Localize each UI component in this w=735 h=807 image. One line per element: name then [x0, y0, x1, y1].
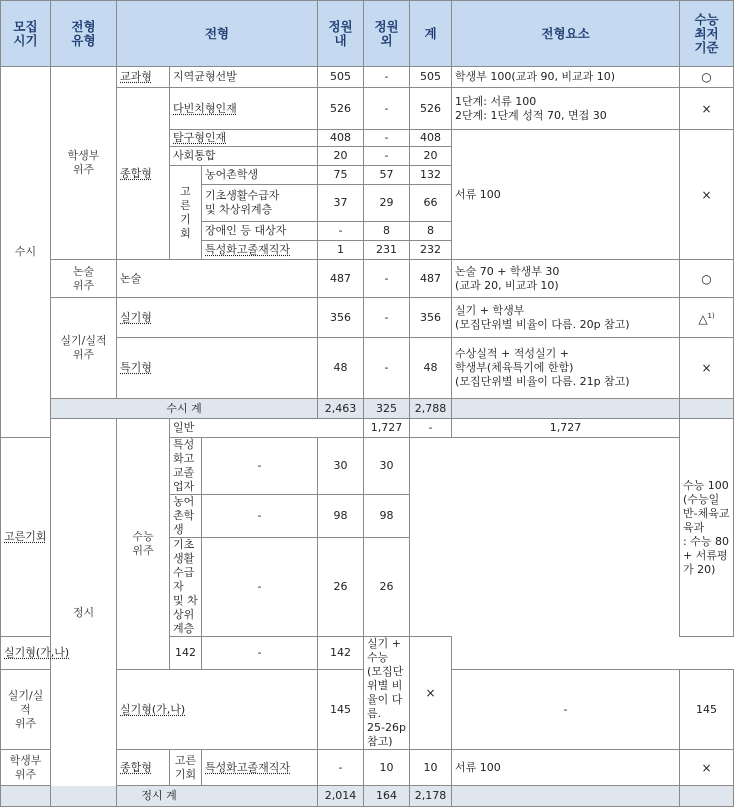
- quota-total: 505: [410, 67, 452, 88]
- quota-out: -: [364, 67, 410, 88]
- quota-out: 98: [318, 495, 364, 538]
- quota-total: 10: [410, 750, 452, 786]
- csat-min: ○: [680, 260, 734, 298]
- type-gyogwa: 교과형: [117, 67, 170, 88]
- admission-name: 다빈치형인재: [170, 88, 318, 130]
- subtotal-out: 164: [364, 786, 410, 807]
- quota-total: 145: [680, 670, 734, 750]
- csat-min: ×: [680, 88, 734, 130]
- admission-name: 장애인 등 대상자: [202, 222, 318, 241]
- admission-name: 실기형: [117, 298, 318, 338]
- quota-out: 8: [364, 222, 410, 241]
- header-csat-min: 수능 최저 기준: [680, 1, 734, 67]
- quota-in: 37: [318, 185, 364, 222]
- header-elements: 전형요소: [452, 1, 680, 67]
- group-susi-hakbu: 학생부 위주: [51, 67, 117, 260]
- quota-in: 20: [318, 147, 364, 166]
- csat-min: ×: [680, 338, 734, 399]
- admission-name: 일반: [170, 419, 364, 438]
- period-susi: 수시: [1, 67, 51, 438]
- quota-total: 487: [410, 260, 452, 298]
- quota-in: -: [318, 222, 364, 241]
- admission-name: 기초생활수급자 및 차상위계층: [170, 538, 202, 637]
- quota-out: -: [410, 419, 452, 438]
- elements: 수능 100 (수능일반-체육교육과 : 수능 80 + 서류평가 20): [680, 419, 734, 637]
- quota-out: -: [452, 670, 680, 750]
- quota-in: 1: [318, 241, 364, 260]
- quota-in: -: [202, 438, 318, 495]
- quota-out: -: [364, 298, 410, 338]
- quota-in: 48: [318, 338, 364, 399]
- admission-name: 탐구형인재: [170, 130, 318, 147]
- csat-min: ○: [680, 67, 734, 88]
- quota-total: 98: [364, 495, 410, 538]
- admission-name: 특성화고졸재직자: [202, 241, 318, 260]
- subtotal-in: 2,463: [318, 399, 364, 419]
- quota-total: 132: [410, 166, 452, 185]
- quota-total: 408: [410, 130, 452, 147]
- quota-total: 30: [364, 438, 410, 495]
- csat-min: ×: [680, 130, 734, 260]
- table-row: [1, 438, 734, 495]
- quota-total: 66: [410, 185, 452, 222]
- quota-out: 231: [364, 241, 410, 260]
- elements: 학생부 100(교과 90, 비교과 10): [452, 67, 680, 88]
- quota-total: 142: [318, 637, 364, 670]
- csat-min: ×: [680, 750, 734, 786]
- quota-in: -: [318, 750, 364, 786]
- footnote-marker: 1): [707, 312, 715, 320]
- quota-out: 29: [364, 185, 410, 222]
- subtotal-out: 325: [364, 399, 410, 419]
- admission-name: 농어촌학생: [202, 166, 318, 185]
- type-jonghap: 종합형: [117, 750, 170, 786]
- table-row: [1, 260, 734, 298]
- subtotal-min-empty: [680, 786, 734, 807]
- subtotal-elements-empty: [452, 399, 680, 419]
- quota-in: -: [202, 538, 318, 637]
- group-jeongsi-hakbu: 학생부 위주: [1, 750, 51, 786]
- quota-in: 487: [318, 260, 364, 298]
- quota-total: 356: [410, 298, 452, 338]
- period-jeongsi: 정시: [51, 419, 117, 807]
- subtotal-label: 정시 계: [1, 786, 318, 807]
- admission-name: 특성화고졸재직자: [202, 750, 318, 786]
- admission-name: 논술: [117, 260, 318, 298]
- quota-total: 232: [410, 241, 452, 260]
- table-row: [1, 298, 734, 338]
- quota-total: 20: [410, 147, 452, 166]
- quota-out: -: [364, 130, 410, 147]
- subtotal-total: 2,788: [410, 399, 452, 419]
- subtotal-min-empty: [680, 399, 734, 419]
- quota-in: 145: [318, 670, 364, 750]
- quota-total: 1,727: [452, 419, 680, 438]
- group-jeongsi-silgi: 실기/실적 위주: [1, 670, 51, 750]
- admission-name: 사회통합: [170, 147, 318, 166]
- csat-min-value: △: [698, 312, 708, 326]
- elements: 수상실적 + 적성실기 + 학생부(체육특기에 한함) (모집단위별 비율이 다름. 21p 참고): [452, 338, 680, 399]
- table-row: [1, 637, 734, 670]
- elements: 서류 100: [452, 750, 680, 786]
- elements: 실기 + 수능 (모집단위별 비율이 다름. 25-26p 참고): [364, 637, 410, 750]
- group-susi-nonsul: 논술 위주: [51, 260, 117, 298]
- header-admission: 전형: [117, 1, 318, 67]
- admission-name: 실기형(가,나): [1, 637, 170, 670]
- quota-out: -: [202, 637, 318, 670]
- quota-in: 526: [318, 88, 364, 130]
- header-quota-in: 정원 내: [318, 1, 364, 67]
- quota-total: 526: [410, 88, 452, 130]
- quota-in: 75: [318, 166, 364, 185]
- quota-in: 1,727: [364, 419, 410, 438]
- elements: 1단계: 서류 100 2단계: 1단계 성적 70, 면접 30: [452, 88, 680, 130]
- quota-out: -: [364, 88, 410, 130]
- elements: 실기 + 학생부 (모집단위별 비율이 다름. 20p 참고): [452, 298, 680, 338]
- group-jeongsi-suneung: 수능 위주: [117, 419, 170, 670]
- quota-out: -: [364, 147, 410, 166]
- admission-name: 특기형: [117, 338, 318, 399]
- subtotal-row-susi: [1, 399, 734, 419]
- type-goreun-gihoe: 고른기회: [1, 438, 117, 637]
- goreun-gihoe-label: 고 른 기 회: [170, 166, 202, 260]
- admission-name: 농어촌학생: [170, 495, 202, 538]
- quota-out: 57: [364, 166, 410, 185]
- quota-out: 26: [318, 538, 364, 637]
- quota-in: -: [202, 495, 318, 538]
- quota-out: 10: [364, 750, 410, 786]
- quota-out: -: [364, 260, 410, 298]
- csat-min: [680, 298, 734, 338]
- subtotal-in: 2,014: [318, 786, 364, 807]
- elements: 논술 70 + 학생부 30 (교과 20, 비교과 10): [452, 260, 680, 298]
- quota-out: 30: [318, 438, 364, 495]
- subtotal-elements-empty: [452, 786, 680, 807]
- csat-min: ×: [410, 637, 452, 750]
- group-susi-silgi: 실기/실적 위주: [51, 298, 117, 399]
- goreun-gihoe-label: 고른 기회: [170, 750, 202, 786]
- header-quota-out: 정원 외: [364, 1, 410, 67]
- admission-name: 기초생활수급자 및 차상위계층: [202, 185, 318, 222]
- quota-total: 26: [364, 538, 410, 637]
- type-jonghap: 종합형: [117, 88, 170, 260]
- quota-in: 356: [318, 298, 364, 338]
- admission-name: 특성화고교졸업자: [170, 438, 202, 495]
- quota-in: 408: [318, 130, 364, 147]
- subtotal-total: 2,178: [410, 786, 452, 807]
- quota-total: 48: [410, 338, 452, 399]
- table-row: [1, 419, 734, 438]
- elements: 서류 100: [452, 130, 680, 260]
- header-row: [1, 1, 734, 67]
- header-type-group: 전형 유형: [51, 1, 117, 67]
- admission-name: 실기형(가,나): [117, 670, 318, 750]
- quota-in: 142: [170, 637, 202, 670]
- subtotal-label: 수시 계: [51, 399, 318, 419]
- header-total: 계: [410, 1, 452, 67]
- quota-in: 505: [318, 67, 364, 88]
- quota-total: 8: [410, 222, 452, 241]
- header-period: 모집 시기: [1, 1, 51, 67]
- table-row: [1, 67, 734, 88]
- subtotal-row-jeongsi: [1, 786, 734, 807]
- quota-out: -: [364, 338, 410, 399]
- admission-name: 지역균형선발: [170, 67, 318, 88]
